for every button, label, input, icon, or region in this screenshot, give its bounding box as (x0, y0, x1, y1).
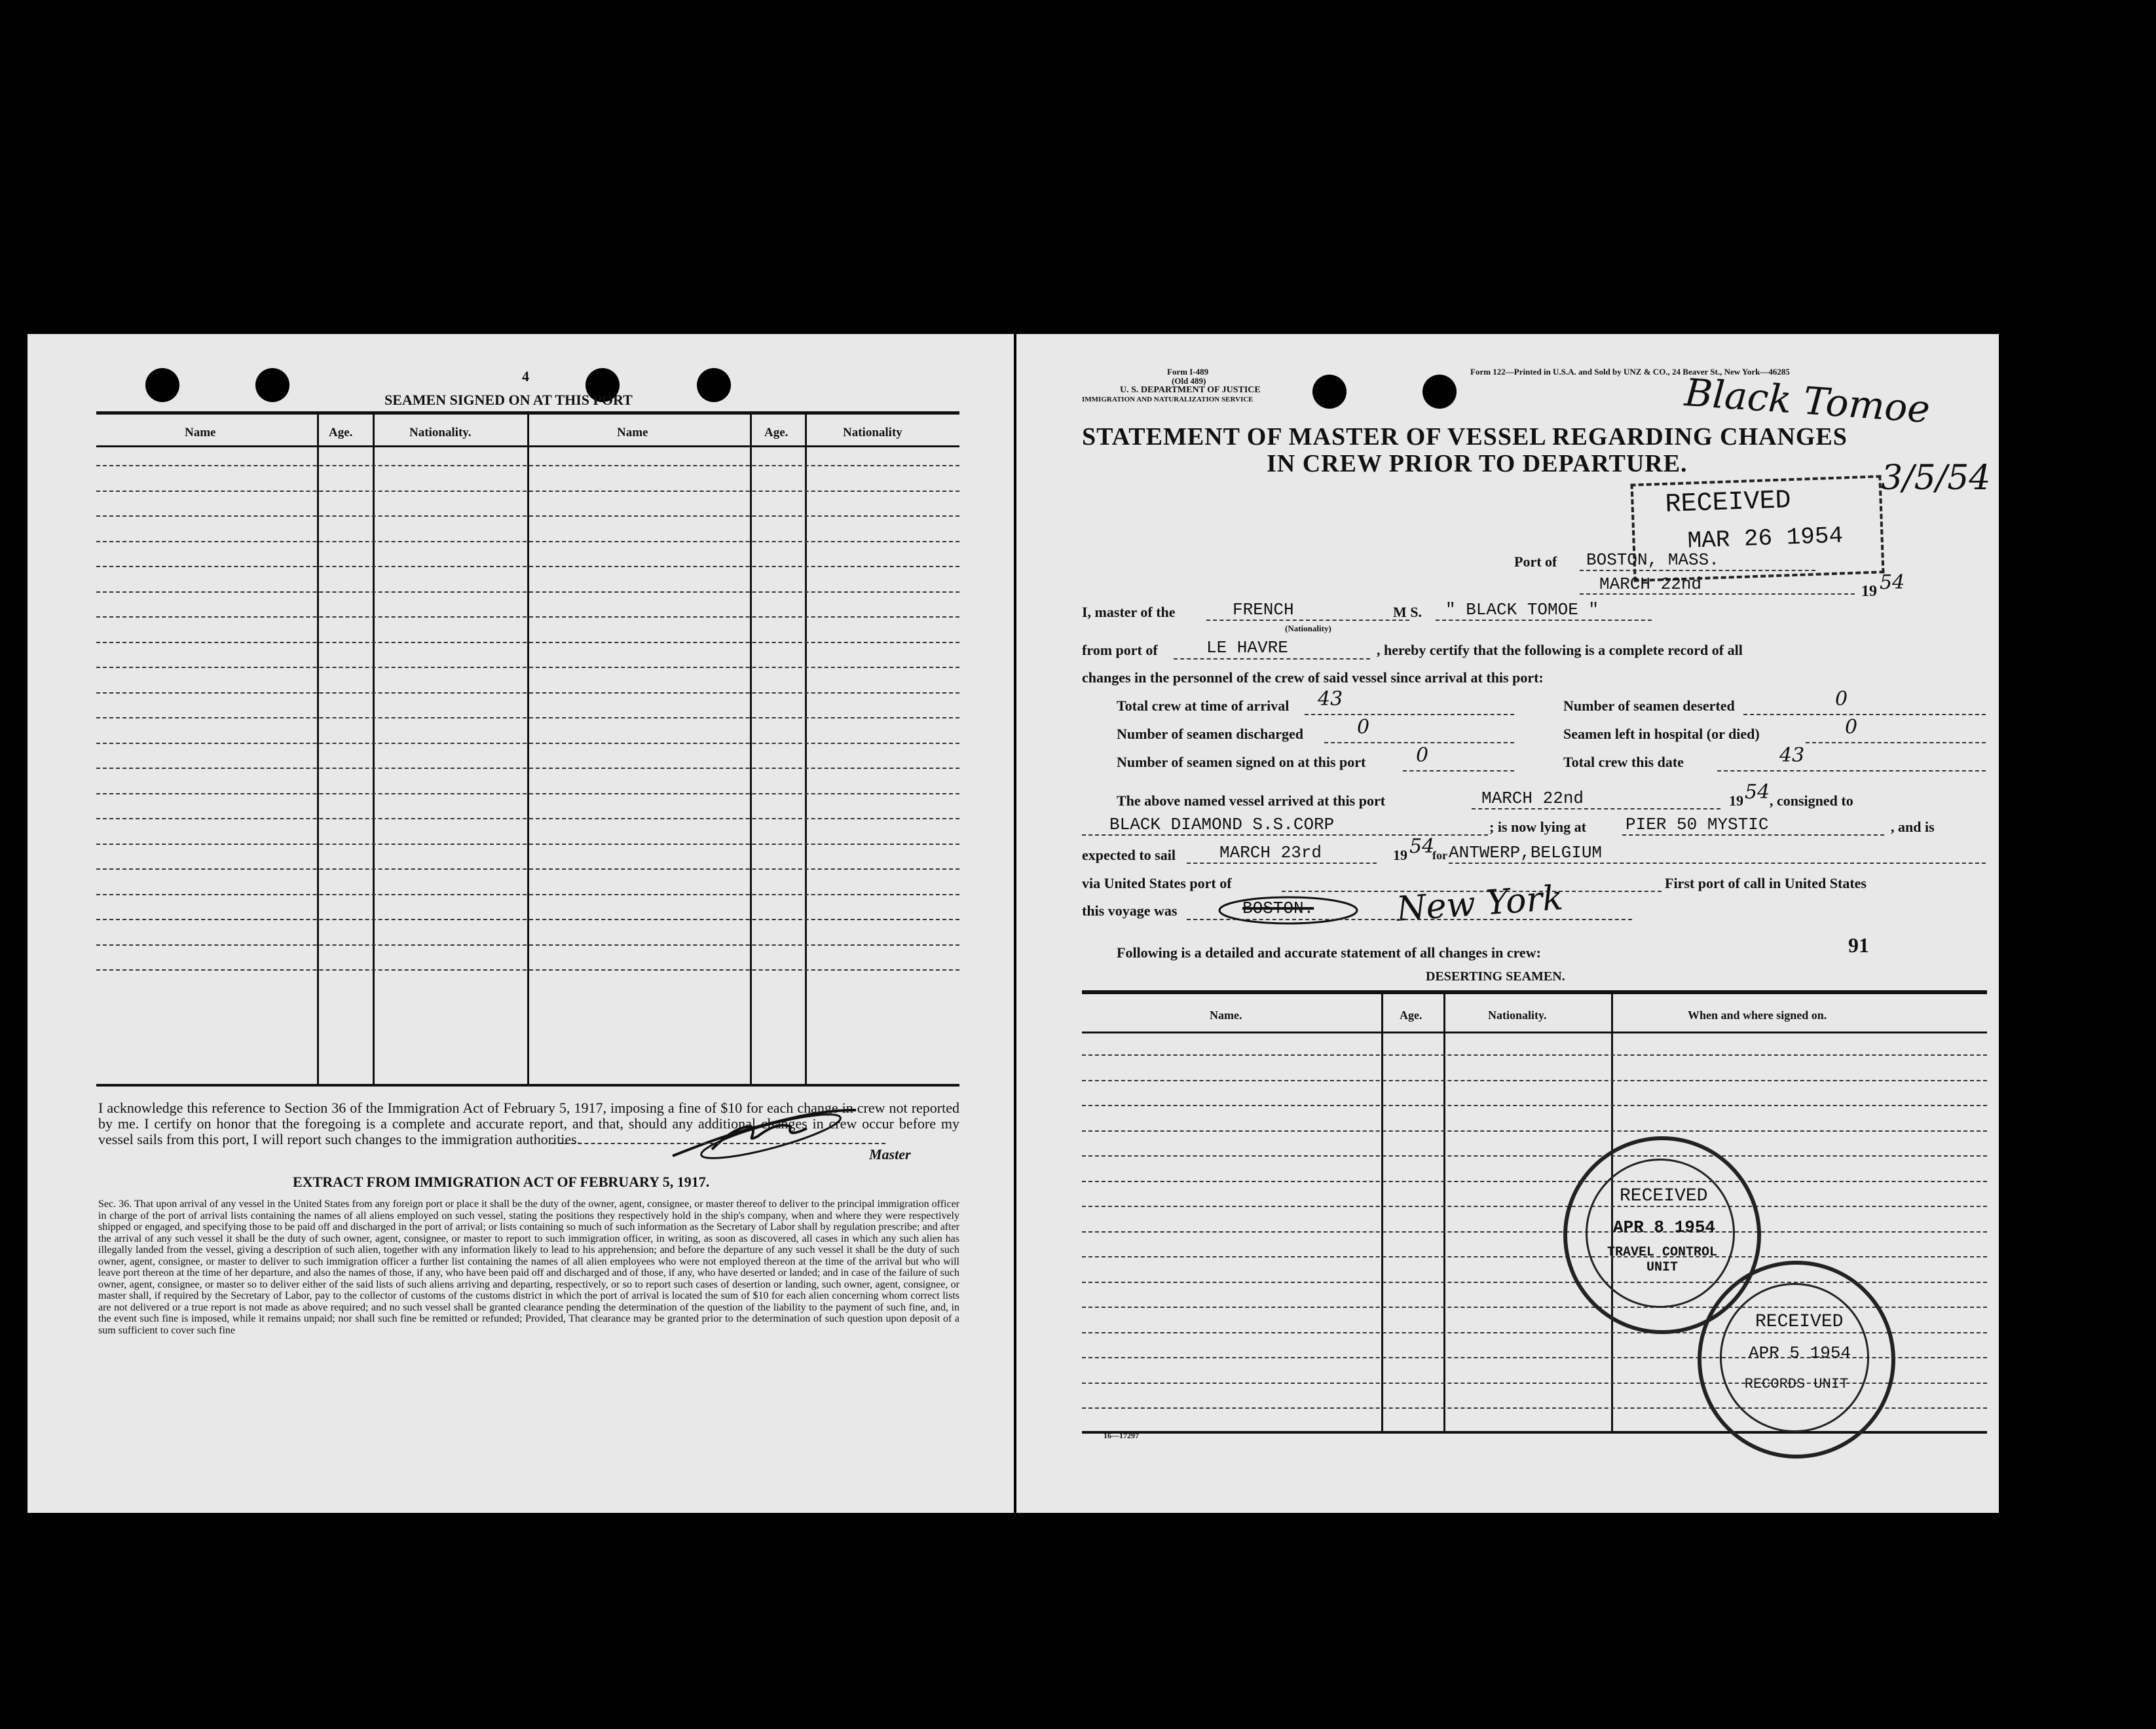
expected-year-prefix: 19 (1393, 847, 1407, 863)
table-row (96, 894, 959, 895)
certify-text: , hereby certify that the following is a complete record of all (1377, 642, 1743, 658)
table-row (1082, 1130, 1987, 1132)
service: IMMIGRATION AND NATURALIZATION SERVICE (1082, 396, 1254, 403)
arrived-label: The above named vessel arrived at this port (1117, 792, 1386, 809)
table-row (96, 818, 959, 819)
table-row (96, 919, 959, 920)
expected-line (1187, 863, 1377, 864)
desert-column-divider (1381, 992, 1383, 1431)
table-row (96, 768, 959, 769)
hospital-label: Seamen left in hospital (or died) (1563, 726, 1760, 742)
nationality-caption: (Nationality) (1285, 623, 1331, 633)
department: U. S. DEPARTMENT OF JUSTICE (1120, 385, 1261, 395)
column-divider (527, 413, 529, 1084)
date-value: MARCH 22nd (1599, 574, 1702, 594)
punch-hole (145, 368, 179, 402)
table-row (96, 616, 959, 618)
table-row (96, 465, 959, 466)
and-is-label: , and is (1891, 819, 1935, 835)
total-date-label: Total crew this date (1563, 754, 1684, 770)
punch-hole (1422, 375, 1457, 409)
table-row (1082, 1080, 1987, 1081)
table-row (1082, 1181, 1987, 1182)
port-line (1580, 570, 1815, 571)
from-port-value: LE HAVRE (1206, 638, 1288, 658)
date-year-prefix: 19 (1861, 583, 1877, 600)
desert-col-name: Name. (1210, 1009, 1242, 1022)
table-row (96, 642, 959, 643)
deserting-title: DESERTING SEAMEN. (1426, 969, 1565, 984)
master-label: Master (869, 1146, 911, 1162)
table-row (96, 591, 959, 593)
expected-year-suffix: 54 (1409, 835, 1435, 858)
punch-hole (255, 368, 289, 402)
printer-note: Form 122—Printed in U.S.A. and Sold by UNZ & CO., 24 Beaver St., New York—46285 (1470, 367, 1790, 377)
total-date-value: 43 (1779, 744, 1805, 767)
master-signature-line (551, 1143, 885, 1144)
handwritten-date: 3/5/54 (1881, 458, 1991, 498)
handwritten-vessel-name: Black Tomoe (1683, 369, 1932, 432)
ms-label: M S. (1393, 604, 1422, 620)
signed-on-value: 0 (1416, 744, 1429, 767)
lying-label: ; is now lying at (1489, 819, 1586, 835)
stamp-received-label: RECEIVED (1664, 486, 1792, 520)
stamp-date: APR 5 1954 (1749, 1343, 1851, 1363)
voyage-handwritten: New York (1395, 878, 1565, 929)
date-year-suffix: 54 (1880, 571, 1905, 594)
table-row (96, 667, 959, 668)
table-row (96, 743, 959, 744)
total-arrival-line (1305, 714, 1514, 715)
form-title-line2: IN CREW PRIOR TO DEPARTURE. (1267, 450, 1688, 477)
form-title-line1: STATEMENT OF MASTER OF VESSEL REGARDING CHANGES (1082, 423, 1848, 451)
for-label: for (1432, 849, 1447, 862)
table-row (96, 515, 959, 517)
desert-col-signed-on: When and where signed on. (1688, 1009, 1827, 1022)
old-form: (Old 489) (1172, 376, 1206, 386)
deserted-line (1743, 714, 1986, 715)
deserted-value: 0 (1835, 688, 1848, 711)
stamp-unit: RECORDS UNIT (1744, 1376, 1849, 1392)
table-bottom-rule (96, 1084, 959, 1087)
signed-on-line (1403, 770, 1514, 772)
expected-value: MARCH 23rd (1219, 843, 1322, 863)
table-row (1082, 1155, 1987, 1157)
table-row (96, 793, 959, 794)
nationality-value: FRENCH (1233, 600, 1294, 620)
col-nationality: Nationality (843, 426, 902, 439)
col-name: Name (617, 426, 648, 439)
table-row (96, 944, 959, 946)
table-row (1082, 1054, 1987, 1056)
from-port-line (1174, 658, 1370, 660)
page-number: 4 (522, 368, 529, 384)
first-port-label: First port of call in United States (1665, 875, 1867, 891)
col-name: Name (185, 426, 216, 439)
total-date-line (1717, 770, 1986, 772)
stamp-date: APR 8 1954 (1613, 1218, 1716, 1237)
form-number: Form I-489 (1167, 367, 1209, 377)
table-row (96, 868, 959, 870)
stamp-received-label: RECEIVED (1755, 1312, 1844, 1332)
destination-line (1449, 863, 1986, 864)
arrived-year-suffix: 54 (1745, 781, 1770, 804)
strike-scribble (1213, 891, 1364, 930)
via-label: via United States port of (1082, 875, 1232, 891)
received-stamp-records-unit (1698, 1261, 1895, 1459)
consignee: BLACK DIAMOND S.S.CORP (1109, 815, 1335, 834)
port-value: BOSTON, MASS. (1586, 550, 1719, 570)
desert-column-divider (1443, 992, 1445, 1431)
total-arrival-value: 43 (1318, 688, 1343, 711)
extract-title: EXTRACT FROM IMMIGRATION ACT OF FEBRUARY 5, 1917. (293, 1174, 710, 1190)
table-row (1082, 1105, 1987, 1106)
table-row (96, 692, 959, 694)
desert-table-top-rule (1082, 990, 1987, 994)
column-divider (373, 413, 375, 1084)
signed-on-label: Number of seamen signed on at this port (1117, 754, 1366, 770)
deserted-label: Number of seamen deserted (1563, 697, 1735, 714)
total-arrival-label: Total crew at time of arrival (1117, 697, 1290, 714)
voyage-line (1187, 919, 1632, 920)
from-port-label: from port of (1082, 642, 1158, 658)
punch-hole (1312, 375, 1347, 409)
desert-col-nationality: Nationality. (1488, 1009, 1547, 1022)
left-page (28, 334, 1014, 1513)
vessel-name: " BLACK TOMOE " (1445, 600, 1599, 620)
table-row (96, 969, 959, 971)
discharged-label: Number of seamen discharged (1117, 726, 1303, 742)
lying-line (1622, 834, 1884, 836)
arrived-year-prefix: 19 (1729, 792, 1743, 809)
table-row (96, 491, 959, 492)
vessel-line (1436, 620, 1652, 621)
table-row (96, 566, 959, 567)
table-row (1082, 1206, 1987, 1207)
section-title: SEAMEN SIGNED ON AT THIS PORT (384, 392, 633, 408)
stamp-received-label: RECEIVED (1620, 1186, 1708, 1206)
discharged-line (1324, 742, 1514, 743)
hospital-value: 0 (1845, 716, 1858, 739)
desert-col-age: Age. (1400, 1009, 1422, 1022)
arrived-line (1472, 808, 1720, 809)
column-divider (317, 413, 319, 1084)
stamp-unit: TRAVEL CONTROL UNIT (1607, 1245, 1718, 1275)
right-page (1016, 334, 1999, 1513)
stamp-date: MAR 26 1954 (1686, 522, 1844, 555)
master-of-label: I, master of the (1082, 604, 1176, 620)
col-age: Age. (764, 426, 789, 439)
punch-hole (697, 368, 731, 402)
discharged-value: 0 (1357, 716, 1370, 739)
column-divider (805, 413, 807, 1084)
expected-label: expected to sail (1082, 847, 1176, 863)
hospital-line (1806, 742, 1986, 743)
port-label: Port of (1514, 553, 1557, 570)
lying-value: PIER 50 MYSTIC (1626, 815, 1769, 834)
page-mark: 91 (1848, 933, 1869, 957)
table-row (1082, 1231, 1987, 1233)
voyage-struck: BOSTON. (1242, 899, 1314, 918)
consigned-label: , consigned to (1770, 792, 1853, 809)
col-age: Age. (329, 426, 353, 439)
changes-text: changes in the personnel of the crew of said vessel since arrival at this port: (1082, 669, 1544, 686)
date-line (1580, 593, 1855, 595)
table-row (96, 717, 959, 718)
table-row (96, 541, 959, 542)
footer-code: 16—17297 (1104, 1431, 1139, 1440)
desert-table-header-rule (1082, 1032, 1987, 1033)
following-label: Following is a detailed and accurate statement of all changes in crew: (1117, 944, 1541, 961)
nationality-line (1206, 620, 1409, 621)
column-divider (750, 413, 752, 1084)
destination: ANTWERP,BELGIUM (1449, 843, 1603, 863)
acknowledgment-text: I acknowledge this reference to Section 36 of the Immigration Act of February 5, 1917, imposing a fine of $10 for each change in crew not reported by me. I certify on honor that the foregoing is a complete and accurate report, and that, should any additional changes in crew occur before my vessel sails from this port, I will report such changes to the immigration authorities. (98, 1100, 959, 1147)
table-row (1082, 1256, 1987, 1257)
table-row (96, 844, 959, 845)
extract-text: Sec. 36. That upon arrival of any vessel in the United States from any foreign port or place it shall be the duty of the owner, agent, consignee, or master thereof to deliver to the principal immigration officer in charge of the port of arrival lists containing the names of all aliens employed on such vessel, stating the positions they respectively hold in the ship's company, when and where they were respectively shipped or engaged, and specifying those to be paid off and discharged in the port of arrival; or lists containing so much of such information as the Secretary of Labor shall by regulation prescribe; and after the arrival of any such vessel it shall be the duty of such owner, agent, consignee, or master to report to such immigration officer, in writing, as soon as discovered, all cases in which any such alien has illegally landed from the vessel, giving a description of such alien, together with any information likely to lead to his apprehension; and before the departure of any such vessel it shall be the duty of such owner, agent, consignee, or master to deliver to such immigration officer a further list containing the names of all alien employees who were not employed thereon at the time of the arrival but who will leave port thereon at the time of her departure, and also the names of those, if any, who have been paid off and discharged and of those, if any, who have deserted or landed; and in case of the failure of such owner, agent, consignee, or master so to deliver either of the said lists of such aliens arriving and departing, respectively, or so to report such cases of desertion or landing, such owner, agent, consignee, or master shall, if required by the Secretary of Labor, pay to the collector of customs of the customs district in which the port of arrival is located the sum of $10 for each alien concerning whom correct lists are not delivered or a true report is not made as above required; and no such vessel shall be granted clearance pending the determination of the question of the liability to the payment of such fine, and, in the event such fine is imposed, while it remains unpaid; nor shall such fine be remitted or refunded; Provided, That clearance may be granted prior to the determination of such question upon deposit of a sum sufficient to cover such fine (98, 1199, 959, 1336)
voyage-label: this voyage was (1082, 902, 1178, 919)
master-signature (666, 1097, 863, 1169)
col-nationality: Nationality. (409, 426, 472, 439)
arrived-value: MARCH 22nd (1481, 789, 1584, 808)
